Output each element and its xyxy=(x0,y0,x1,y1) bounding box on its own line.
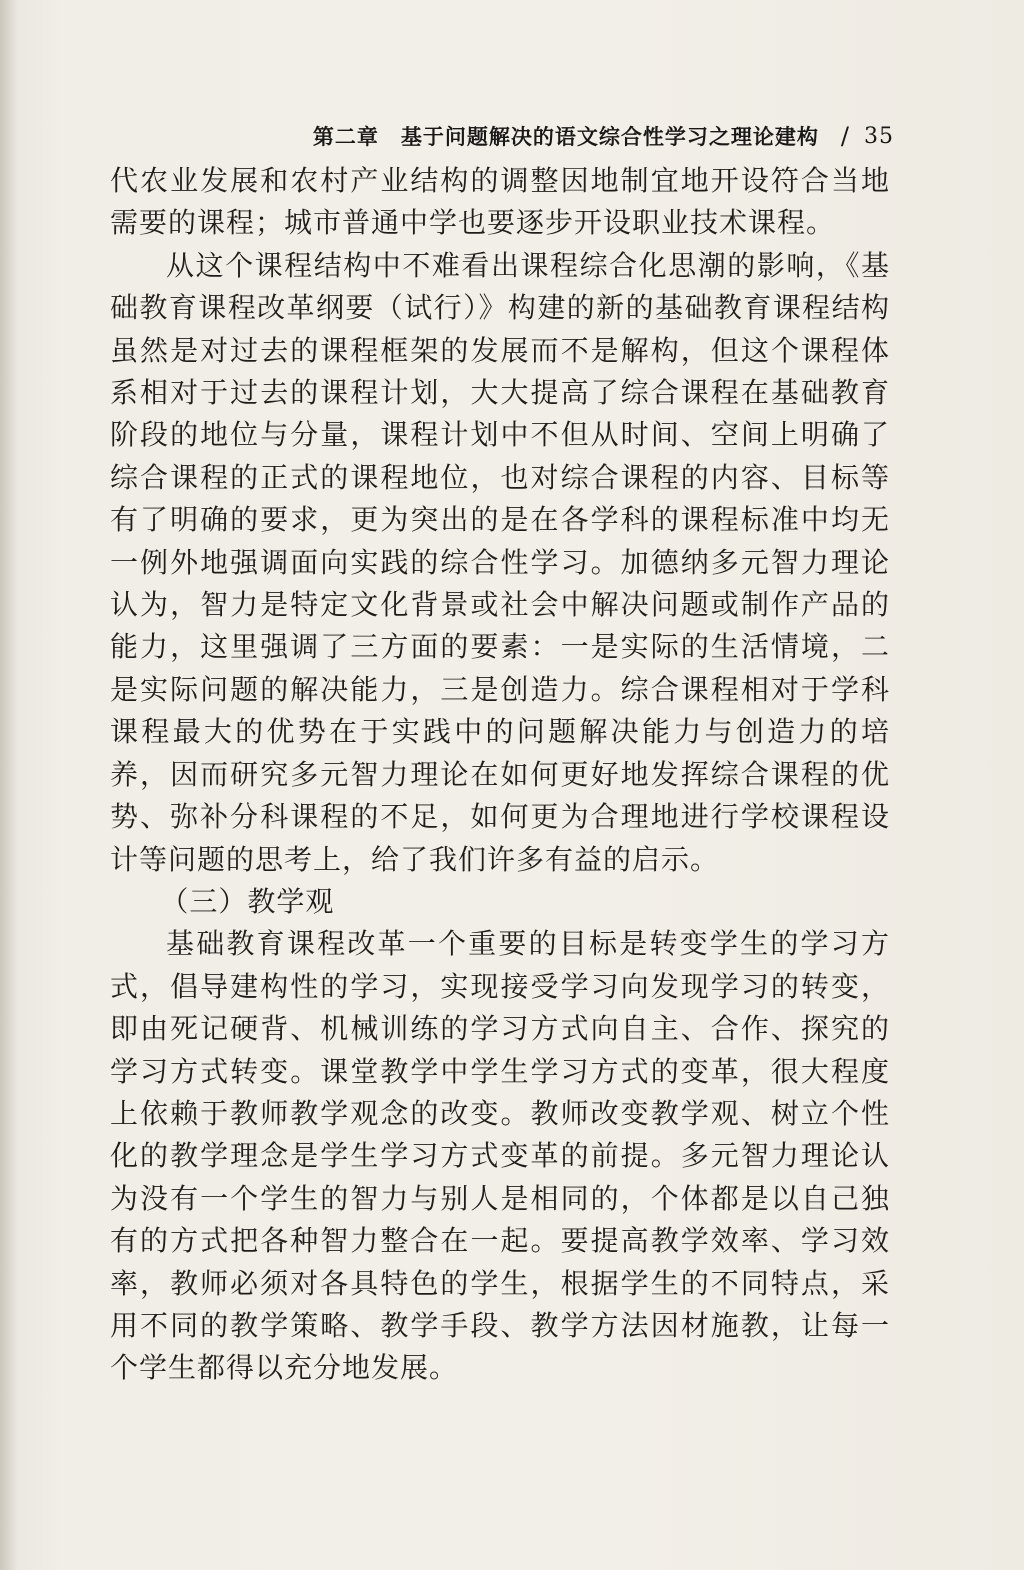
header-separator: / xyxy=(840,122,850,150)
running-head xyxy=(296,116,894,156)
paragraph: 从这个课程结构中不难看出课程综合化思潮的影响，《基础教育课程改革纲要（试行）》构建的新的基础教育课程结构虽然是对过去的课程框架的发展而不是解构，但这个课程体系相对于过去的课程计划，大大提高了综合课程在基础教育阶段的地位与分量，课程计划中不但从时间、空间上明确了综合课程的正式的课程地位，也对综合课程的内容、目标等有了明确的要求，更为突出的是在各学科的课程标准中均无一例外地强调面向实践的综合性学习。加德纳多元智力理论认为，智力是特定文化背景或社会中解决问题或制作产品的能力，这里强调了三方面的要素：一是实际的生活情境，二是实际问题的解决能力，三是创造力。综合课程相对于学科课程最大的优势在于实践中的问题解决能力与创造力的培养，因而研究多元智力理论在如何更好地发挥综合课程的优势、弥补分科课程的不足，如何更为合理地进行学校课程设计等问题的思考上，给了我们许多有益的启示。 xyxy=(110,248,890,876)
section-heading: （三）教学观 xyxy=(160,884,335,918)
body-text xyxy=(110,160,890,1390)
chapter-title: 基于问题解决的语文综合性学习之理论建构 xyxy=(400,125,819,149)
paragraph: 基础教育课程改革一个重要的目标是转变学生的学习方式，倡导建构性的学习，实现接受学习向发现学习的转变，即由死记硬背、机械训练的学习方式向自主、合作、探究的学习方式转变。课堂教学中学生学习方式的变革，很大程度上依赖于教师教学观念的改变。教师改变教学观、树立个性化的教学理念是学生学习方式变革的前提。多元智力理论认为没有一个学生的智力与别人是相同的，个体都是以自己独有的方式把各种智力整合在一起。要提高教学效率、学习效率，教师必须对各具特色的学生，根据学生的不同特点，采用不同的教学策略、教学手段、教学方法因材施教，让每一个学生都得以充分地发展。 xyxy=(110,927,890,1385)
chapter-label: 第二章 xyxy=(312,125,379,149)
spine-shadow xyxy=(0,0,18,1570)
page-number: 35 xyxy=(864,123,894,149)
paragraph-continued: 代农业发展和农村产业结构的调整因地制宜地开设符合当地需要的课程；城市普通中学也要逐步开设职业技术课程。 xyxy=(110,164,890,240)
